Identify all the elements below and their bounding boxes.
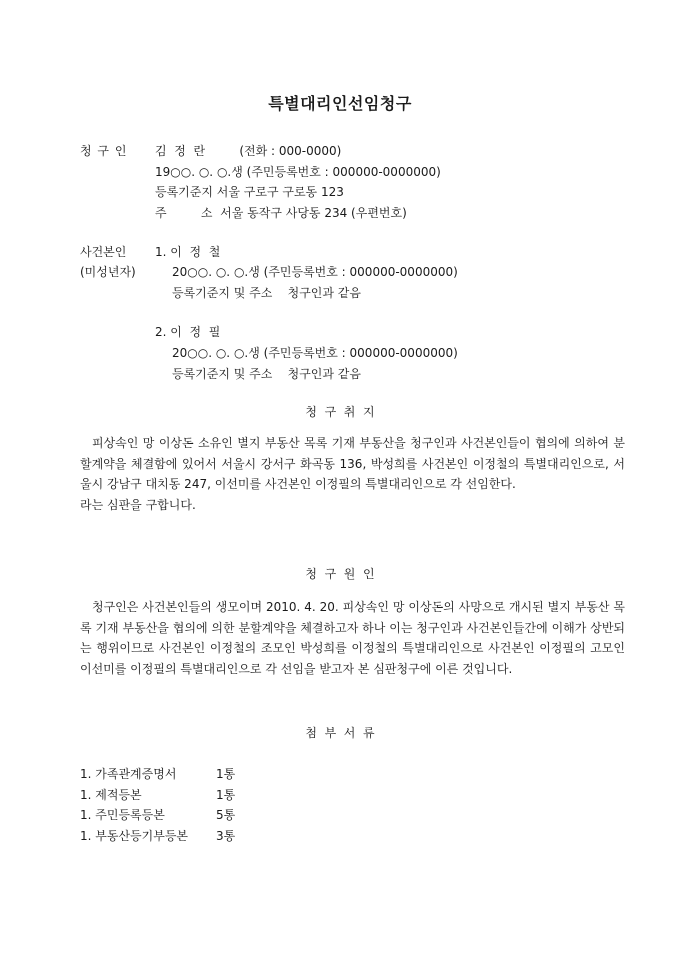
- cause-paragraph: [80, 597, 625, 679]
- purpose-heading: 청 구 취 지: [305, 405, 375, 419]
- claimant-birth: 19○○. ○. ○.생 (주민등록번호 : 000000-0000000): [155, 165, 441, 179]
- purpose-body: 피상속인 망 이상돈 소유인 별지 부동산 목록 기재 부동산을 청구인과 사건본인들이 협의에 의하여 분할계약을 체결함에 있어서 서울시 강서구 화곡동 136, 박성희를 사건본인 이정철의 특별대리인으로, 서울시 강남구 대치동 247, 이선미를 사건본인 이정필의 특별대리인으로 각 선임한다.: [80, 436, 625, 492]
- claimant-address: 주 소 서울 동작구 사당동 234 (우편번호): [155, 206, 407, 220]
- claimant-name: 김 정 란 (전화 : 000-0000): [155, 144, 342, 158]
- principal-name: 2. 이 정 필: [155, 325, 221, 339]
- attachment-name: 1. 가족관계증명서: [80, 767, 177, 781]
- claimant-registry: 등록기준지 서울 구로구 구로동 123: [155, 185, 344, 199]
- attachment-count: 3통: [216, 829, 236, 843]
- principal-sublabel: (미성년자): [80, 265, 136, 279]
- cause-heading: 청 구 원 인: [305, 567, 375, 581]
- attachment-name: 1. 부동산등기부등본: [80, 829, 189, 843]
- claimant-label: 청 구 인: [80, 144, 128, 158]
- attachment-count: 5통: [216, 808, 236, 822]
- principal-address: 등록기준지 및 주소 청구인과 같음: [172, 367, 361, 381]
- attachment-name: 1. 주민등록등본: [80, 808, 165, 822]
- principal-address: 등록기준지 및 주소 청구인과 같음: [172, 286, 361, 300]
- document-title: 특별대리인선임청구: [268, 94, 412, 113]
- attachment-name: 1. 제적등본: [80, 788, 142, 802]
- principal-birth: 20○○. ○. ○.생 (주민등록번호 : 000000-0000000): [172, 265, 458, 279]
- principal-name: 1. 이 정 철: [155, 245, 221, 259]
- principal-birth: 20○○. ○. ○.생 (주민등록번호 : 000000-0000000): [172, 346, 458, 360]
- attachment-count: 1통: [216, 788, 236, 802]
- cause-body: 청구인은 사건본인들의 생모이며 2010. 4. 20. 피상속인 망 이상돈의 사망으로 개시된 별지 부동산 목록 기재 부동산을 협의에 의한 분할계약을 체결하고자 하나 이는 청구인과 사건본인들간에 이해가 상반되는 행위이므로 사건본인 이정철의 조모인 박성희를 이정철의 특별대리인으로 사건본인 이정필의 고모인 이선미를 이정필의 특별대리인으로 각 선임을 받고자 본 심판청구에 이른 것입니다.: [80, 600, 625, 676]
- principal-label: 사건본인: [80, 245, 127, 259]
- purpose-paragraph: [80, 433, 625, 515]
- attachment-count: 1통: [216, 767, 236, 781]
- purpose-closing: 라는 심판을 구합니다.: [80, 497, 196, 512]
- attachments-heading: 첨 부 서 류: [305, 726, 375, 740]
